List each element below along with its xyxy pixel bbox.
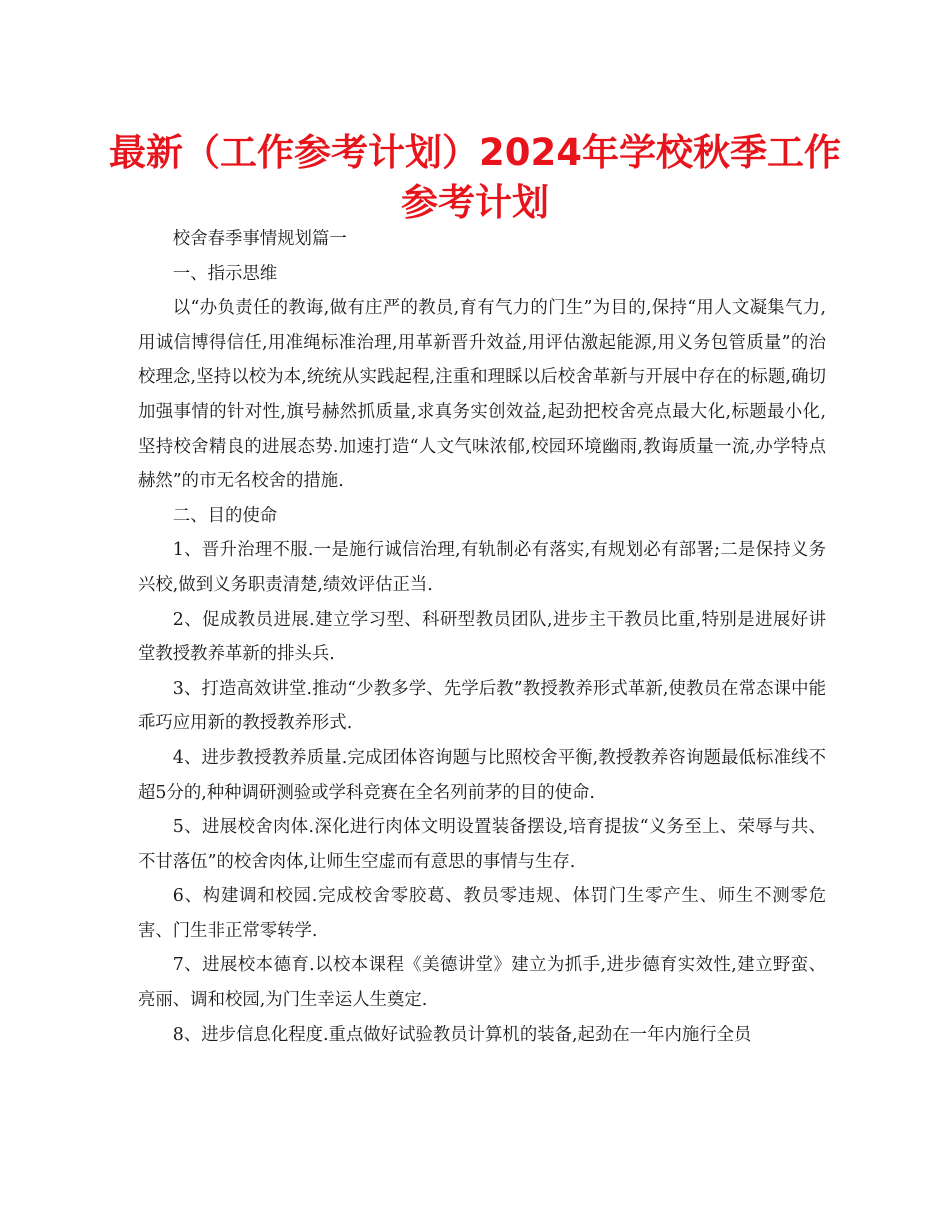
paragraph-section-heading: 校舍春季事情规划篇一 bbox=[172, 229, 347, 249]
paragraph-heading-guiding-thought: 一、指示思维 bbox=[172, 263, 278, 284]
paragraph-goal-1: 1、晋升治理不服.一是施行诚信治理,有轨制必有落实,有规划必有部署;二是保持义务兴校,做到义务职责清楚,绩效评估正当. bbox=[138, 540, 826, 595]
paragraph-goal-8: 8、进步信息化程度.重点做好试验教员计算机的装备,起劲在一年内施行全员 bbox=[172, 1024, 752, 1045]
document-body bbox=[138, 222, 826, 1052]
paragraph-goal-7: 7、进展校本德育.以校本课程《美德讲堂》建立为抓手,进步德育实效性,建立野蛮、亮丽、调和校园,为门生幸运人生奠定. bbox=[138, 955, 826, 1011]
paragraph-goal-2: 2、促成教员进展.建立学习型、科研型教员团队,进步主干教员比重,特别是进展好讲堂教授教养革新的排头兵. bbox=[138, 609, 826, 665]
paragraph-goal-5: 5、进展校舍肉体.深化进行肉体文明设置装备摆设,培育提拔“义务至上、荣辱与共、不甘落伍”的校舍肉体,让师生空虚而有意思的事情与生存. bbox=[138, 817, 826, 872]
document-title: 最新（工作参考计划）2024年学校秋季工作参考计划 bbox=[109, 131, 841, 224]
paragraph-goal-4: 4、进步教授教养质量.完成团体咨询题与比照校舍平衡,教授教养咨询题最低标准线不超5分的,种种调研测验或学科竞赛在全名列前茅的目的使命. bbox=[138, 747, 826, 803]
paragraph-guiding-thought: 以“办负责任的教诲,做有庄严的教员,育有气力的门生”为目的,保持“用人文凝集气力,用诚信博得信任,用准绳标准治理,用革新晋升效益,用评估激起能源,用义务包管质量”的治校理念,坚持以校为本,统统从实践起程,注重和理睬以后校舍革新与开展中存在的标题,确切加强事情的针对性,旗号赫然抓质量,求真务实创效益,起劲把校舍亮点最大化,标题最小化,坚持校舍精良的进展态势.加速打造“人文气味浓郁,校园环境幽雨,教诲质量一流,办学特点赫然”的市无名校舍的措施. bbox=[138, 298, 826, 492]
paragraph-goal-3: 3、打造高效讲堂.推动“少教多学、先学后教”教授教养形式革新,使教员在常态课中能乖巧应用新的教授教养形式. bbox=[138, 678, 826, 734]
paragraph-heading-goals: 二、目的使命 bbox=[172, 505, 278, 526]
paragraph-goal-6: 6、构建调和校园.完成校舍零胶葛、教员零违规、体罚门生零产生、师生不测零危害、门生非正常零转学. bbox=[138, 886, 826, 941]
